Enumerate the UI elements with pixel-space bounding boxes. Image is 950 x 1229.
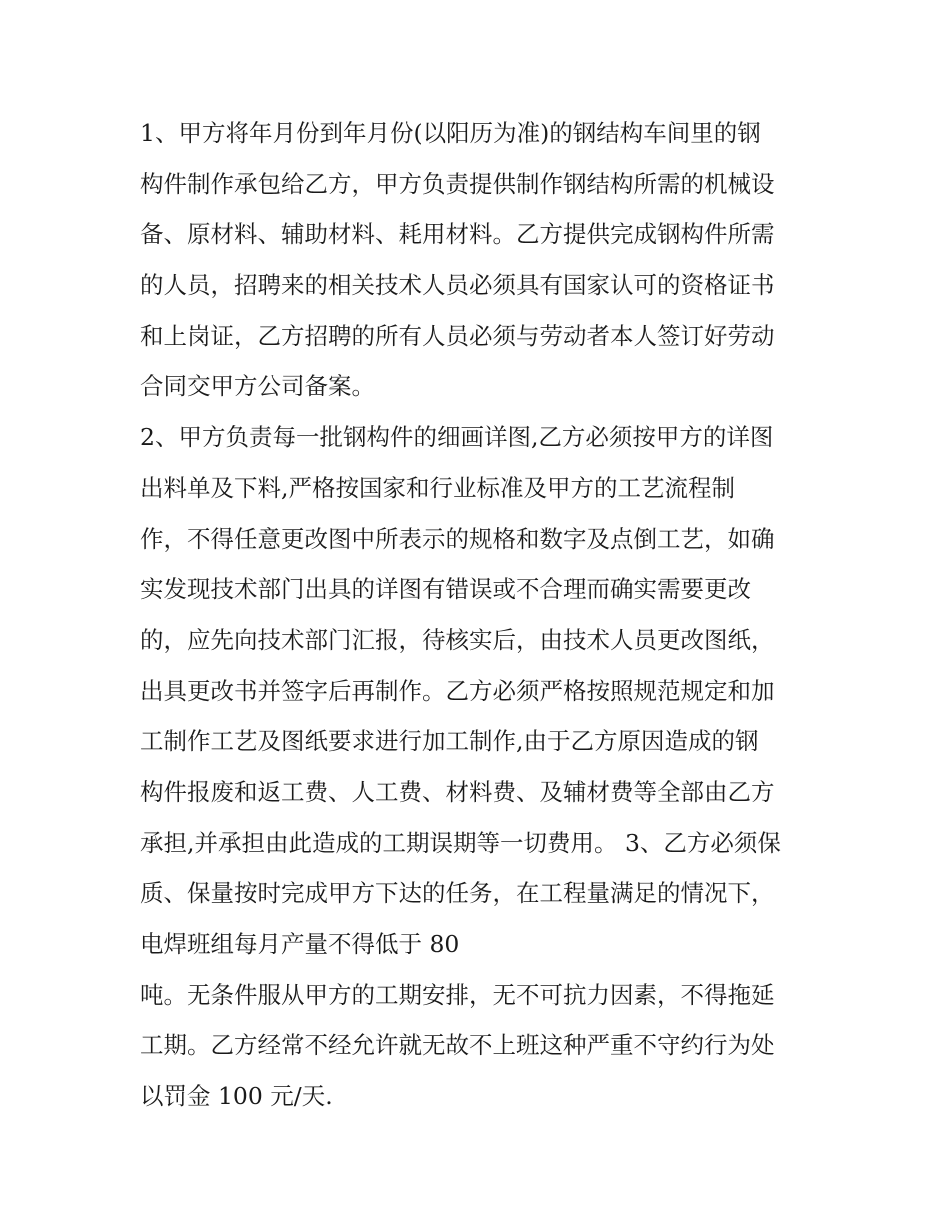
text-line-7: 2、甲方负责每一批钢构件的细画详图,乙方必须按甲方的详图: [140, 423, 774, 452]
text-line-5: 和上岗证，乙方招聘的所有人员必须与劳动者本人签订好劳动: [140, 321, 775, 350]
text-line-6: 合同交甲方公司备案。: [140, 372, 375, 401]
text-line-16: 质、保量按时完成甲方下达的任务，在工程量满足的情况下，: [140, 879, 775, 908]
text-line-19: 工期。乙方经常不经允许就无故不上班这种严重不守约行为处: [140, 1031, 775, 1060]
text-line-20: 以罚金 100 元/天.: [140, 1082, 333, 1111]
text-line-18: 吨。无条件服从甲方的工期安排，无不可抗力因素，不得拖延: [140, 980, 775, 1009]
text-line-9: 作，不得任意更改图中所表示的规格和数字及点倒工艺，如确: [140, 524, 775, 553]
text-line-4: 的人员，招聘来的相关技术人员必须具有国家认可的资格证书: [140, 271, 775, 300]
contract-clauses: [140, 108, 830, 1122]
text-line-2: 构件制作承包给乙方，甲方负责提供制作钢结构所需的机械设: [140, 169, 775, 198]
text-line-1: 1、甲方将年月份到年月份(以阳历为准)的钢结构车间里的钢: [140, 119, 761, 147]
text-line-11: 的，应先向技术部门汇报，待核实后，由技术人员更改图纸，: [140, 625, 775, 654]
text-line-13: 工制作工艺及图纸要求进行加工制作,由于乙方原因造成的钢: [140, 727, 759, 756]
text-line-15: 承担,并承担由此造成的工期误期等一切费用。 3、乙方必须保: [140, 828, 781, 857]
text-line-8: 出料单及下料,严格按国家和行业标准及甲方的工艺流程制: [140, 473, 735, 502]
text-line-10: 实发现技术部门出具的详图有错误或不合理而确实需要更改: [140, 575, 751, 604]
text-line-3: 备、原材料、辅助材料、耗用材料。乙方提供完成钢构件所需: [140, 220, 775, 249]
text-line-12: 出具更改书并签字后再制作。乙方必须严格按照规范规定和加: [140, 676, 775, 705]
text-line-14: 构件报废和返工费、人工费、材料费、及辅材费等全部由乙方: [140, 777, 775, 806]
text-line-17: 电焊班组每月产量不得低于 80: [140, 930, 460, 958]
